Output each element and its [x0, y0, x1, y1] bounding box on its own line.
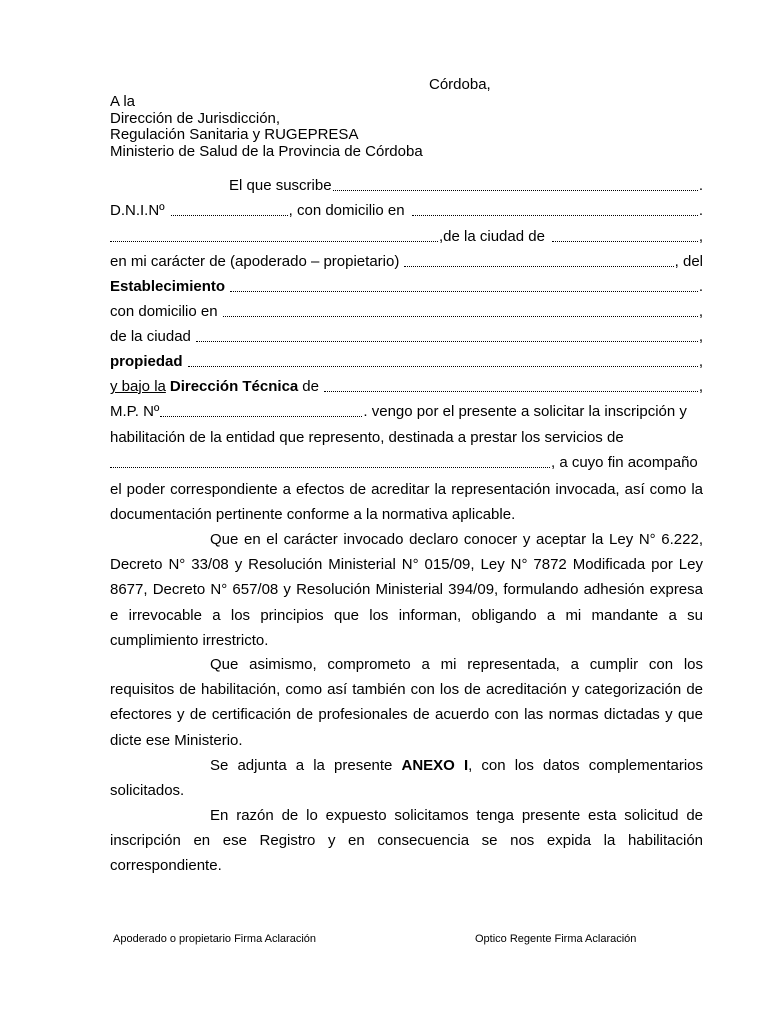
row-de-la-ciudad: de la ciudad ,: [110, 328, 703, 345]
row-propiedad: propiedad ,: [110, 353, 703, 370]
label-direccion-tecnica: Dirección Técnica: [169, 378, 299, 395]
recipient-address: [110, 94, 670, 160]
signature-optico: Optico Regente Firma Aclaración: [475, 933, 637, 945]
label-mp: M.P. Nº: [110, 403, 160, 420]
label-establecimiento: Establecimiento: [110, 278, 226, 295]
blank-servicios[interactable]: [110, 455, 550, 468]
label-de-la-ciudad: de la ciudad: [110, 328, 191, 345]
row-ciudad: ,de la ciudad de ,: [110, 228, 703, 246]
blank-caracter[interactable]: [404, 254, 673, 267]
blank-dni[interactable]: [171, 203, 288, 216]
signature-apoderado: Apoderado o propietario Firma Aclaración: [113, 933, 317, 945]
blank-director[interactable]: [324, 379, 698, 392]
label-dni: D.N.I.Nº: [110, 202, 165, 219]
row-dni: D.N.I.Nº , con domicilio en .: [110, 202, 703, 219]
label-del: , del: [674, 253, 703, 270]
address-line: Regulación Sanitaria y RUGEPRESA: [110, 126, 359, 143]
address-line: A la: [110, 93, 136, 110]
paragraph-anexo: Se adjunta a la presente ANEXO I, con los datos complementarios solicitados.: [110, 757, 703, 800]
blank-propiedad[interactable]: [188, 354, 698, 367]
row-servicios: [110, 454, 703, 472]
label-de: de: [302, 378, 319, 395]
blank-mp[interactable]: [160, 404, 362, 417]
label-habilitacion: habilitación de la entidad que represento, destinada a prestar los servicios de: [110, 429, 624, 446]
label-mp-tail: . vengo por el presente a solicitar la inscripción y: [363, 403, 687, 420]
paragraph-solicitud: [110, 803, 703, 879]
label-caracter: en mi carácter de (apoderado – propietario): [110, 253, 400, 270]
city-date: Córdoba,: [429, 76, 491, 93]
blank-nombre[interactable]: [333, 178, 698, 191]
paragraph-compromiso: [110, 652, 703, 753]
paragraph-ley-text: Que en el carácter invocado declaro conocer y aceptar la Ley N° 6.222, Decreto N° 33/08 y Resolución Ministerial N° 015/09, Ley N° 7872 Modificada por Ley 8677, Decreto N° 657/08 y Resolución Ministerial 394/09, formulando adhesión expresa e irrevocable a los principios que los informan, obligando a mi mandante a su cumplimiento irrestricto.: [110, 531, 703, 649]
row-habilitacion: [110, 429, 703, 447]
row-direccion-tecnica: y bajo la Dirección Técnica de ,: [110, 378, 703, 395]
label-con-domicilio: con domicilio en: [110, 303, 218, 320]
label-suscribe: El que suscribe: [229, 177, 332, 194]
blank-establecimiento[interactable]: [230, 279, 698, 292]
row-establecimiento: Establecimiento .: [110, 278, 703, 295]
paragraph-ley: [110, 527, 703, 653]
label-acompano: , a cuyo fin acompaño: [551, 454, 698, 471]
row-con-domicilio: con domicilio en ,: [110, 303, 703, 320]
paragraph-compromiso-text: Que asimismo, comprometo a mi representada, a cumplir con los requisitos de habilitación, como así también con los de acreditación y categorización de efectores y de certificación de profesionales de acuerdo con las normas dictadas y que dicte ese Ministerio.: [110, 656, 703, 749]
label-propiedad: propiedad: [110, 353, 183, 370]
label-domicilio: , con domicilio en: [288, 202, 405, 219]
anexo-label: ANEXO I: [401, 757, 469, 774]
blank-ciudad[interactable]: [552, 229, 698, 242]
blank-de-la-ciudad[interactable]: [196, 329, 698, 342]
row-mp: [110, 403, 703, 421]
address-line: Ministerio de Salud de la Provincia de Córdoba: [110, 142, 423, 160]
row-suscribe: El que suscribe .: [229, 177, 703, 194]
row-caracter: [110, 253, 703, 271]
paragraph-poder: el poder correspondiente a efectos de acreditar la representación invocada, así como la documentación pertinente conforme a la normativa aplicable.: [110, 481, 703, 524]
blank-domicilio-cont[interactable]: [110, 229, 438, 242]
label-bajo-la: y bajo la: [110, 378, 166, 395]
address-line: Dirección de Jurisdicción,: [110, 109, 281, 127]
paragraph-solicitud-text: En razón de lo expuesto solicitamos tenga presente esta solicitud de inscripción en ese Registro y en consecuencia se nos expida la habilitación correspondiente.: [110, 807, 703, 875]
label-ciudad: ,de la ciudad de: [439, 228, 545, 245]
blank-domicilio[interactable]: [412, 203, 698, 216]
blank-con-domicilio[interactable]: [223, 304, 698, 317]
